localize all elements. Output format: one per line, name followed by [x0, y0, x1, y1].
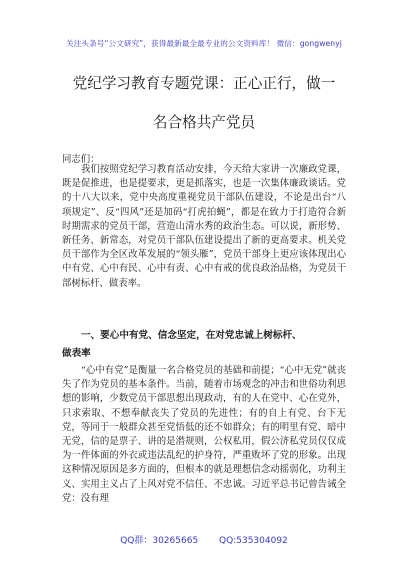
paragraph-text: “心中有党”是衡量一名合格党员的基础和前提；“心中无党”就丧失了作为党员的基本条件。当前，随着市场观念的冲击和世俗功利思想的影响，少数党员干部思想出现政动，有的人在党中、心在党外，只求索取、不想奉献丧失了党员的先进性；有的自上有党、台下无党，等同于一般群众甚至党悟低的还不如群众；有的明里有党、暗中无党，信的是票子、讲的是潜规则，公权私用，假公济私党员仅仅成为一件体面的外衣或违法乱纪的护身符，严重败坏了党的形象。出现这种情况原因是多方面的，但根本的就是理想信念动摇弱化，功利主义、实用主义占了上风对党不信任、不忠诚。习近平总书记曾告诫全党：没有理 [62, 365, 346, 504]
body-paragraph-2 [62, 364, 346, 506]
document-title-line-2: 名合格共产党员 [152, 114, 256, 131]
paragraph-text: 我们按照党纪学习教育活动安排，今天给大家讲一次廉政党课，既是促推进，也是提要求，更是抓落实，也是一次集体廉政谈话。党的十八大以来，党中央高度重视党员干部队伍建设，不论是出台“八项规定”、反“四风”还是加码“打虎拍蝇”，都是在致力于打造符合新时期需求的党员干部，营造山清水秀的政治生态。可以说，新形势、新任务、新常态，对党员干部队伍建设提出了新的更高要求。机关党员干部作为全区改革发展的“领头雁”，党员干部身上更应该体现出心中有党、心中有民、心中有责、心中有戒的优良政治品格，为党员干部树标杆、做表率。 [62, 164, 346, 289]
footer-contacts [0, 533, 408, 546]
promo-banner: 关注头条号“公文研究”，获得最新最全最专业的公文资料库！ 微信：gongwenyj [66, 39, 342, 48]
section-heading [62, 327, 346, 363]
document-title-line-1: 党纪学习教育专题党课：正心正行，做一 [72, 75, 336, 92]
footer-qq-group: QQ群：30265665 [120, 536, 199, 546]
section-heading-line-1: 一、要心中有党、信念坚定，在对党忠诚上树标杆、 [81, 330, 302, 341]
section-heading-line-2: 做表率 [62, 348, 91, 359]
body-paragraph-1 [62, 163, 346, 291]
salutation: 同志们： [62, 154, 100, 165]
footer-qq: QQ:535304092 [219, 536, 288, 546]
